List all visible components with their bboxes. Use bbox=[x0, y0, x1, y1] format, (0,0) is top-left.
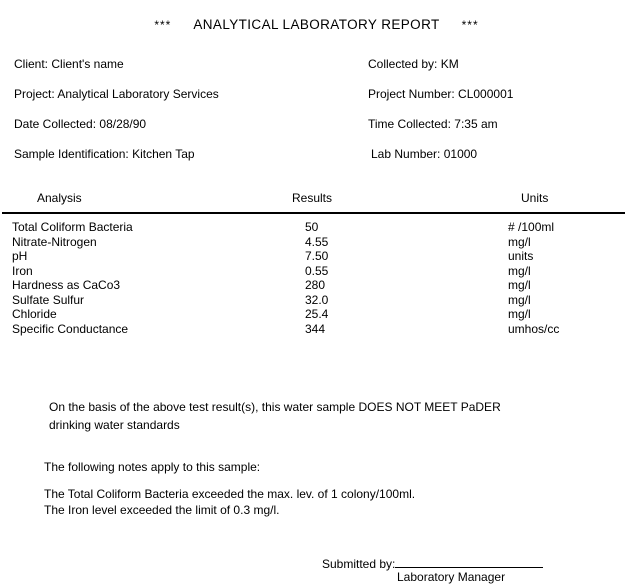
cell-units: mg/l bbox=[508, 263, 531, 278]
info-time-collected bbox=[368, 117, 498, 131]
cell-result: 0.55 bbox=[305, 263, 329, 278]
table-header-rule bbox=[2, 212, 625, 214]
cell-units: mg/l bbox=[508, 292, 531, 307]
info-lab-number-label: Lab Number: bbox=[371, 147, 441, 161]
table-row bbox=[0, 322, 633, 337]
cell-result: 32.0 bbox=[305, 292, 329, 307]
cell-analysis: Iron bbox=[12, 263, 33, 278]
cell-result: 344 bbox=[305, 321, 326, 336]
cell-units: mg/l bbox=[508, 234, 531, 249]
info-time-collected-value: 7:35 am bbox=[454, 117, 498, 131]
cell-analysis: Hardness as CaCo3 bbox=[12, 278, 121, 293]
cell-analysis: Total Coliform Bacteria bbox=[12, 220, 133, 234]
note-line: The Iron level exceeded the limit of 0.3 mg/l. bbox=[44, 503, 280, 518]
cell-result: 280 bbox=[305, 278, 326, 293]
info-project-number bbox=[368, 87, 513, 101]
signature-block bbox=[322, 554, 543, 571]
table-body bbox=[0, 220, 633, 336]
table-row bbox=[0, 264, 633, 279]
cell-analysis: pH bbox=[12, 249, 28, 264]
info-lab-number bbox=[371, 147, 477, 161]
cell-analysis: Chloride bbox=[12, 307, 57, 322]
signature-role: Laboratory Manager bbox=[397, 570, 506, 584]
info-project-number-label: Project Number: bbox=[368, 87, 455, 101]
notes-list bbox=[44, 486, 415, 518]
table-row bbox=[0, 278, 633, 293]
info-date-collected-value: 08/28/90 bbox=[99, 117, 147, 131]
report-header bbox=[0, 17, 633, 32]
signature-label: Submitted by: bbox=[322, 557, 396, 571]
info-project bbox=[14, 87, 219, 101]
info-time-collected-label: Time Collected: bbox=[368, 117, 451, 131]
table-row bbox=[0, 249, 633, 264]
info-client-value: Client's name bbox=[51, 57, 124, 71]
cell-result: 7.50 bbox=[305, 249, 329, 264]
notes-intro: The following notes apply to this sample: bbox=[44, 460, 261, 474]
page-title: ANALYTICAL LABORATORY REPORT bbox=[193, 17, 440, 32]
cell-result: 25.4 bbox=[305, 307, 329, 322]
info-client-label: Client: bbox=[14, 57, 49, 71]
table-row bbox=[0, 307, 633, 322]
table-header-results: Results bbox=[292, 191, 333, 205]
signature-line bbox=[395, 554, 543, 568]
note-line: The Total Coliform Bacteria exceeded the max. lev. of 1 colony/100ml. bbox=[44, 487, 416, 501]
info-date-collected-label: Date Collected: bbox=[14, 117, 97, 131]
info-project-label: Project: bbox=[14, 87, 55, 101]
info-sample-id bbox=[14, 147, 195, 161]
info-collected-by-label: Collected by: bbox=[368, 57, 438, 71]
title-star-left: *** bbox=[154, 18, 172, 32]
table-row bbox=[0, 293, 633, 308]
cell-units: units bbox=[508, 249, 534, 264]
cell-result: 50 bbox=[305, 220, 319, 234]
info-date-collected bbox=[14, 117, 146, 131]
info-project-number-value: CL000001 bbox=[458, 87, 514, 101]
cell-units: umhos/cc bbox=[508, 321, 560, 336]
table-row bbox=[0, 235, 633, 250]
cell-analysis: Specific Conductance bbox=[12, 321, 129, 336]
cell-analysis: Sulfate Sulfur bbox=[12, 292, 85, 307]
table-header-analysis: Analysis bbox=[37, 191, 82, 205]
title-star-right: *** bbox=[461, 18, 479, 32]
info-sample-id-value: Kitchen Tap bbox=[132, 147, 195, 161]
info-collected-by bbox=[368, 57, 459, 71]
cell-units: # /100ml bbox=[508, 220, 555, 234]
table-row bbox=[0, 220, 633, 235]
cell-result: 4.55 bbox=[305, 234, 329, 249]
table-header-units: Units bbox=[521, 191, 549, 205]
info-collected-by-value: KM bbox=[440, 57, 459, 71]
cell-units: mg/l bbox=[508, 307, 531, 322]
info-sample-id-label: Sample Identification: bbox=[14, 147, 129, 161]
cell-analysis: Nitrate-Nitrogen bbox=[12, 234, 97, 249]
info-project-value: Analytical Laboratory Services bbox=[57, 87, 219, 101]
verdict-text: On the basis of the above test result(s), this water sample DOES NOT MEET PaDER drinking water standards bbox=[49, 400, 501, 432]
info-client bbox=[14, 57, 124, 71]
cell-units: mg/l bbox=[508, 278, 531, 293]
info-lab-number-value: 01000 bbox=[443, 147, 478, 161]
